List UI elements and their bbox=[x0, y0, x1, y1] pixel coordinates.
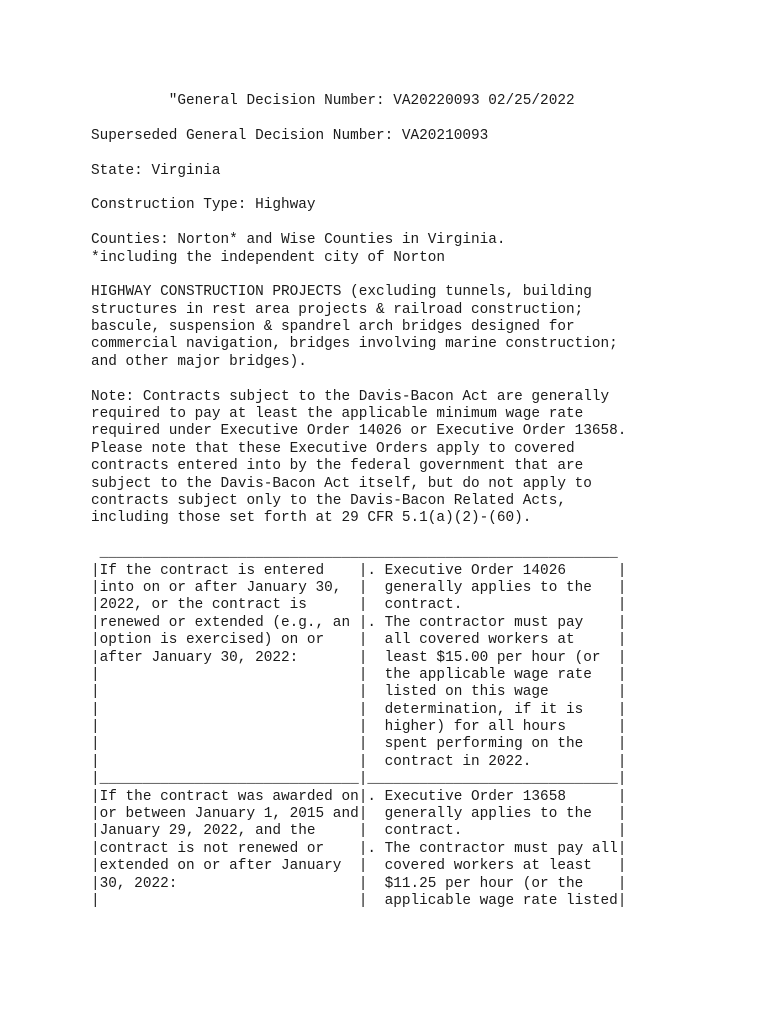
document-line bbox=[91, 110, 626, 127]
document-line: |January 29, 2022, and the | contract. | bbox=[91, 823, 627, 840]
document-line bbox=[91, 371, 626, 388]
document-text bbox=[91, 93, 626, 910]
document-line: | | listed on this wage | bbox=[91, 684, 627, 701]
document-line bbox=[91, 528, 626, 545]
document-line: |______________________________|_____________________________| bbox=[91, 771, 627, 788]
document-line: |2022, or the contract is | contract. | bbox=[91, 597, 627, 614]
document-line: subject to the Davis-Bacon Act itself, but do not apply to bbox=[91, 475, 592, 492]
document-line: contracts entered into by the federal government that are bbox=[91, 458, 584, 475]
document-line: | | the applicable wage rate | bbox=[91, 666, 627, 683]
document-line: |If the contract is entered |. Executive Order 14026 | bbox=[91, 562, 627, 579]
document-line: | | determination, if it is | bbox=[91, 701, 627, 718]
document-line: ____________________________________________________________ bbox=[91, 545, 618, 562]
document-line bbox=[91, 267, 626, 284]
document-line: Counties: Norton* and Wise Counties in Virginia. bbox=[91, 232, 506, 249]
document-line: | | spent performing on the | bbox=[91, 736, 627, 753]
document-line: |or between January 1, 2015 and| generally applies to the | bbox=[91, 806, 627, 823]
document-line: Note: Contracts subject to the Davis-Bacon Act are generally bbox=[91, 388, 610, 405]
document-line: | | contract in 2022. | bbox=[91, 753, 627, 770]
document-line: |renewed or extended (e.g., an |. The contractor must pay | bbox=[91, 614, 627, 631]
document-line bbox=[91, 145, 626, 162]
document-line: | | applicable wage rate listed| bbox=[91, 892, 627, 909]
document-line: |after January 30, 2022: | least $15.00 per hour (or | bbox=[91, 649, 627, 666]
document-line: and other major bridges). bbox=[91, 353, 307, 370]
document-line: contracts subject only to the Davis-Bacon Related Acts, bbox=[91, 492, 566, 509]
document-line: required to pay at least the applicable minimum wage rate bbox=[91, 406, 584, 423]
document-line: State: Virginia bbox=[91, 162, 221, 179]
document-line: bascule, suspension & spandrel arch bridges designed for bbox=[91, 319, 575, 336]
document-line: Please note that these Executive Orders apply to covered bbox=[91, 440, 575, 457]
document-line: |contract is not renewed or |. The contractor must pay all| bbox=[91, 840, 627, 857]
document-line bbox=[91, 215, 626, 232]
document-line: HIGHWAY CONSTRUCTION PROJECTS (excluding tunnels, building bbox=[91, 284, 592, 301]
document-line: including those set forth at 29 CFR 5.1(a)(2)-(60). bbox=[91, 510, 532, 527]
document-line: structures in rest area projects & railroad construction; bbox=[91, 301, 584, 318]
document-line: *including the independent city of Norton bbox=[91, 249, 446, 266]
document-line: required under Executive Order 14026 or Executive Order 13658. bbox=[91, 423, 627, 440]
document-line: |into on or after January 30, | generally applies to the | bbox=[91, 579, 627, 596]
document-line bbox=[91, 180, 626, 197]
document-line: |extended on or after January | covered workers at least | bbox=[91, 858, 627, 875]
document-line: |If the contract was awarded on|. Executive Order 13658 | bbox=[91, 788, 627, 805]
document-line: Construction Type: Highway bbox=[91, 197, 316, 214]
document-line: "General Decision Number: VA20220093 02/25/2022 bbox=[91, 93, 575, 109]
document-line: |30, 2022: | $11.25 per hour (or the | bbox=[91, 875, 627, 892]
document-line: |option is exercised) on or | all covered workers at | bbox=[91, 632, 627, 649]
document-line: commercial navigation, bridges involving marine construction; bbox=[91, 336, 618, 353]
document-line: | | higher) for all hours | bbox=[91, 719, 627, 736]
document-line: Superseded General Decision Number: VA20210093 bbox=[91, 127, 489, 144]
